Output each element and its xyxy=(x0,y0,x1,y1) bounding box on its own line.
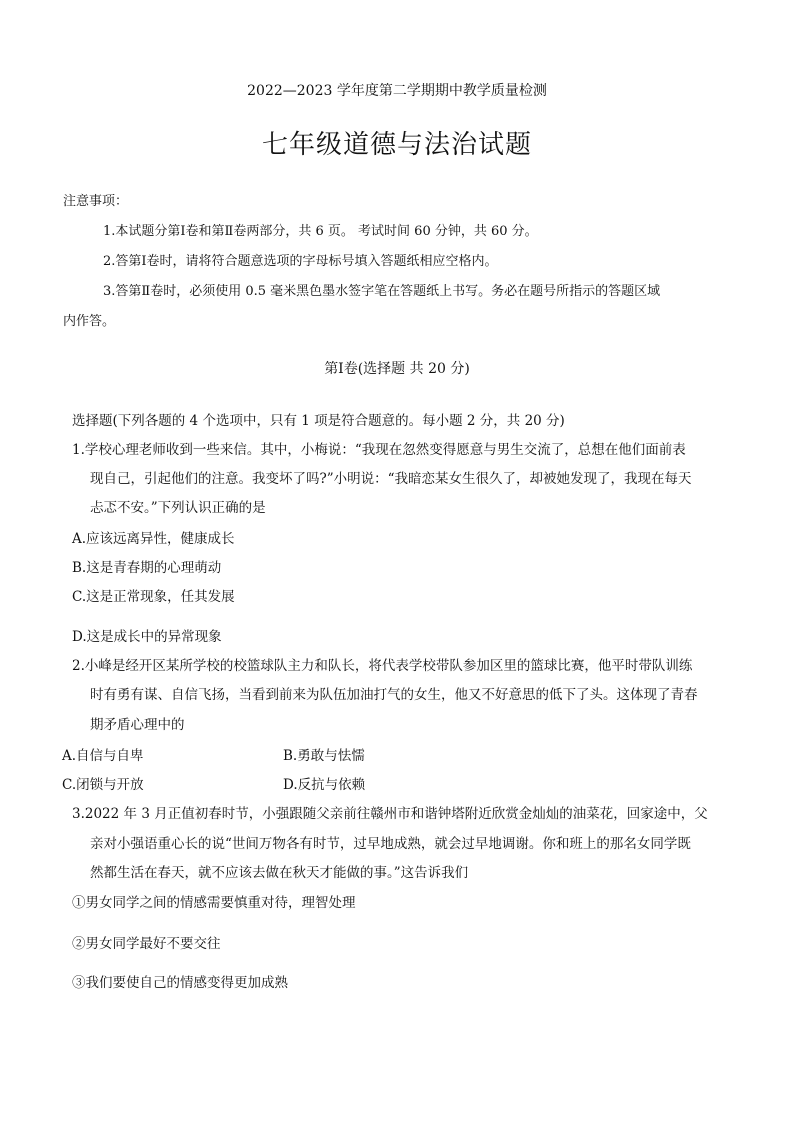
question-2-option-a: A.自信与自卑 xyxy=(62,748,144,764)
note-item: 2.答第Ⅰ卷时，请将符合题意选项的字母标号填入答题纸相应空格内。 xyxy=(103,254,498,269)
question-1-option-b: B.这是青春期的心理萌动 xyxy=(72,560,222,576)
notes-heading: 注意事项： xyxy=(63,194,129,209)
exam-title: 七年级道德与法治试题 xyxy=(261,130,532,160)
section-instructions: 选择题(下列各题的 4 个选项中，只有 1 项是符合题意的。每小题 2 分，共 20 分) xyxy=(72,413,565,429)
note-item: 内作答。 xyxy=(63,314,116,329)
question-2-option-d: D.反抗与依赖 xyxy=(283,777,366,793)
question-3-option-1: ①男女同学之间的情感需要慎重对待，理智处理 xyxy=(72,895,356,911)
section-heading: 第Ⅰ卷(选择题 共 20 分) xyxy=(324,361,470,377)
question-1-line: 1.学校心理老师收到一些来信。其中，小梅说：“我现在忽然变得愿意与男生交流了，总想在他们面前表 xyxy=(72,442,686,458)
question-3-option-2: ②男女同学最好不要交往 xyxy=(72,936,221,952)
question-1-line: 现自己，引起他们的注意。我变坏了吗?”小明说：“我暗恋某女生很久了，却被她发现了，我现在每天 xyxy=(90,471,692,487)
question-1-line: 忐忑不安。”下列认识正确的是 xyxy=(90,500,266,516)
question-3-line: 然都生活在春天，就不应该去做在秋天才能做的事。”这告诉我们 xyxy=(90,865,469,881)
question-2-line: 2.小峰是经开区某所学校的校篮球队主力和队长，将代表学校带队参加区里的篮球比赛，他平时带队训练 xyxy=(72,658,693,674)
question-1-option-a: A.应该远离异性，健康成长 xyxy=(72,531,235,547)
question-3-line: 亲对小强语重心长的说“世间万物各有时节，过早地成熟，就会过早地调谢。你和班上的那名女同学既 xyxy=(90,836,691,852)
question-2-line: 时有勇有谋、自信飞扬，当看到前来为队伍加油打气的女生，他又不好意思的低下了头。这体现了青春 xyxy=(90,687,698,703)
question-2-line: 期矛盾心理中的 xyxy=(90,717,185,733)
exam-subtitle: 2022—2023 学年度第二学期期中教学质量检测 xyxy=(247,83,547,99)
question-1-option-c: C.这是正常现象，任其发展 xyxy=(72,589,235,605)
question-3-line: 3.2022 年 3 月正值初春时节，小强跟随父亲前往赣州市和谐钟塔附近欣赏金灿灿的油菜花，回家途中，父 xyxy=(72,806,708,822)
note-item: 3.答第Ⅱ卷时，必须使用 0.5 毫米黑色墨水签字笔在答题纸上书写。务必在题号所指示的答题区域 xyxy=(103,284,661,299)
question-2-option-c: C.闭锁与开放 xyxy=(62,777,144,793)
question-1-option-d: D.这是成长中的异常现象 xyxy=(72,629,222,645)
question-3-option-3: ③我们要使自己的情感变得更加成熟 xyxy=(72,975,288,991)
note-item: 1.本试题分第Ⅰ卷和第Ⅱ卷两部分，共 6 页。 考试时间 60 分钟，共 60 分。 xyxy=(103,224,538,239)
question-2-option-b: B.勇敢与怯懦 xyxy=(283,748,365,764)
